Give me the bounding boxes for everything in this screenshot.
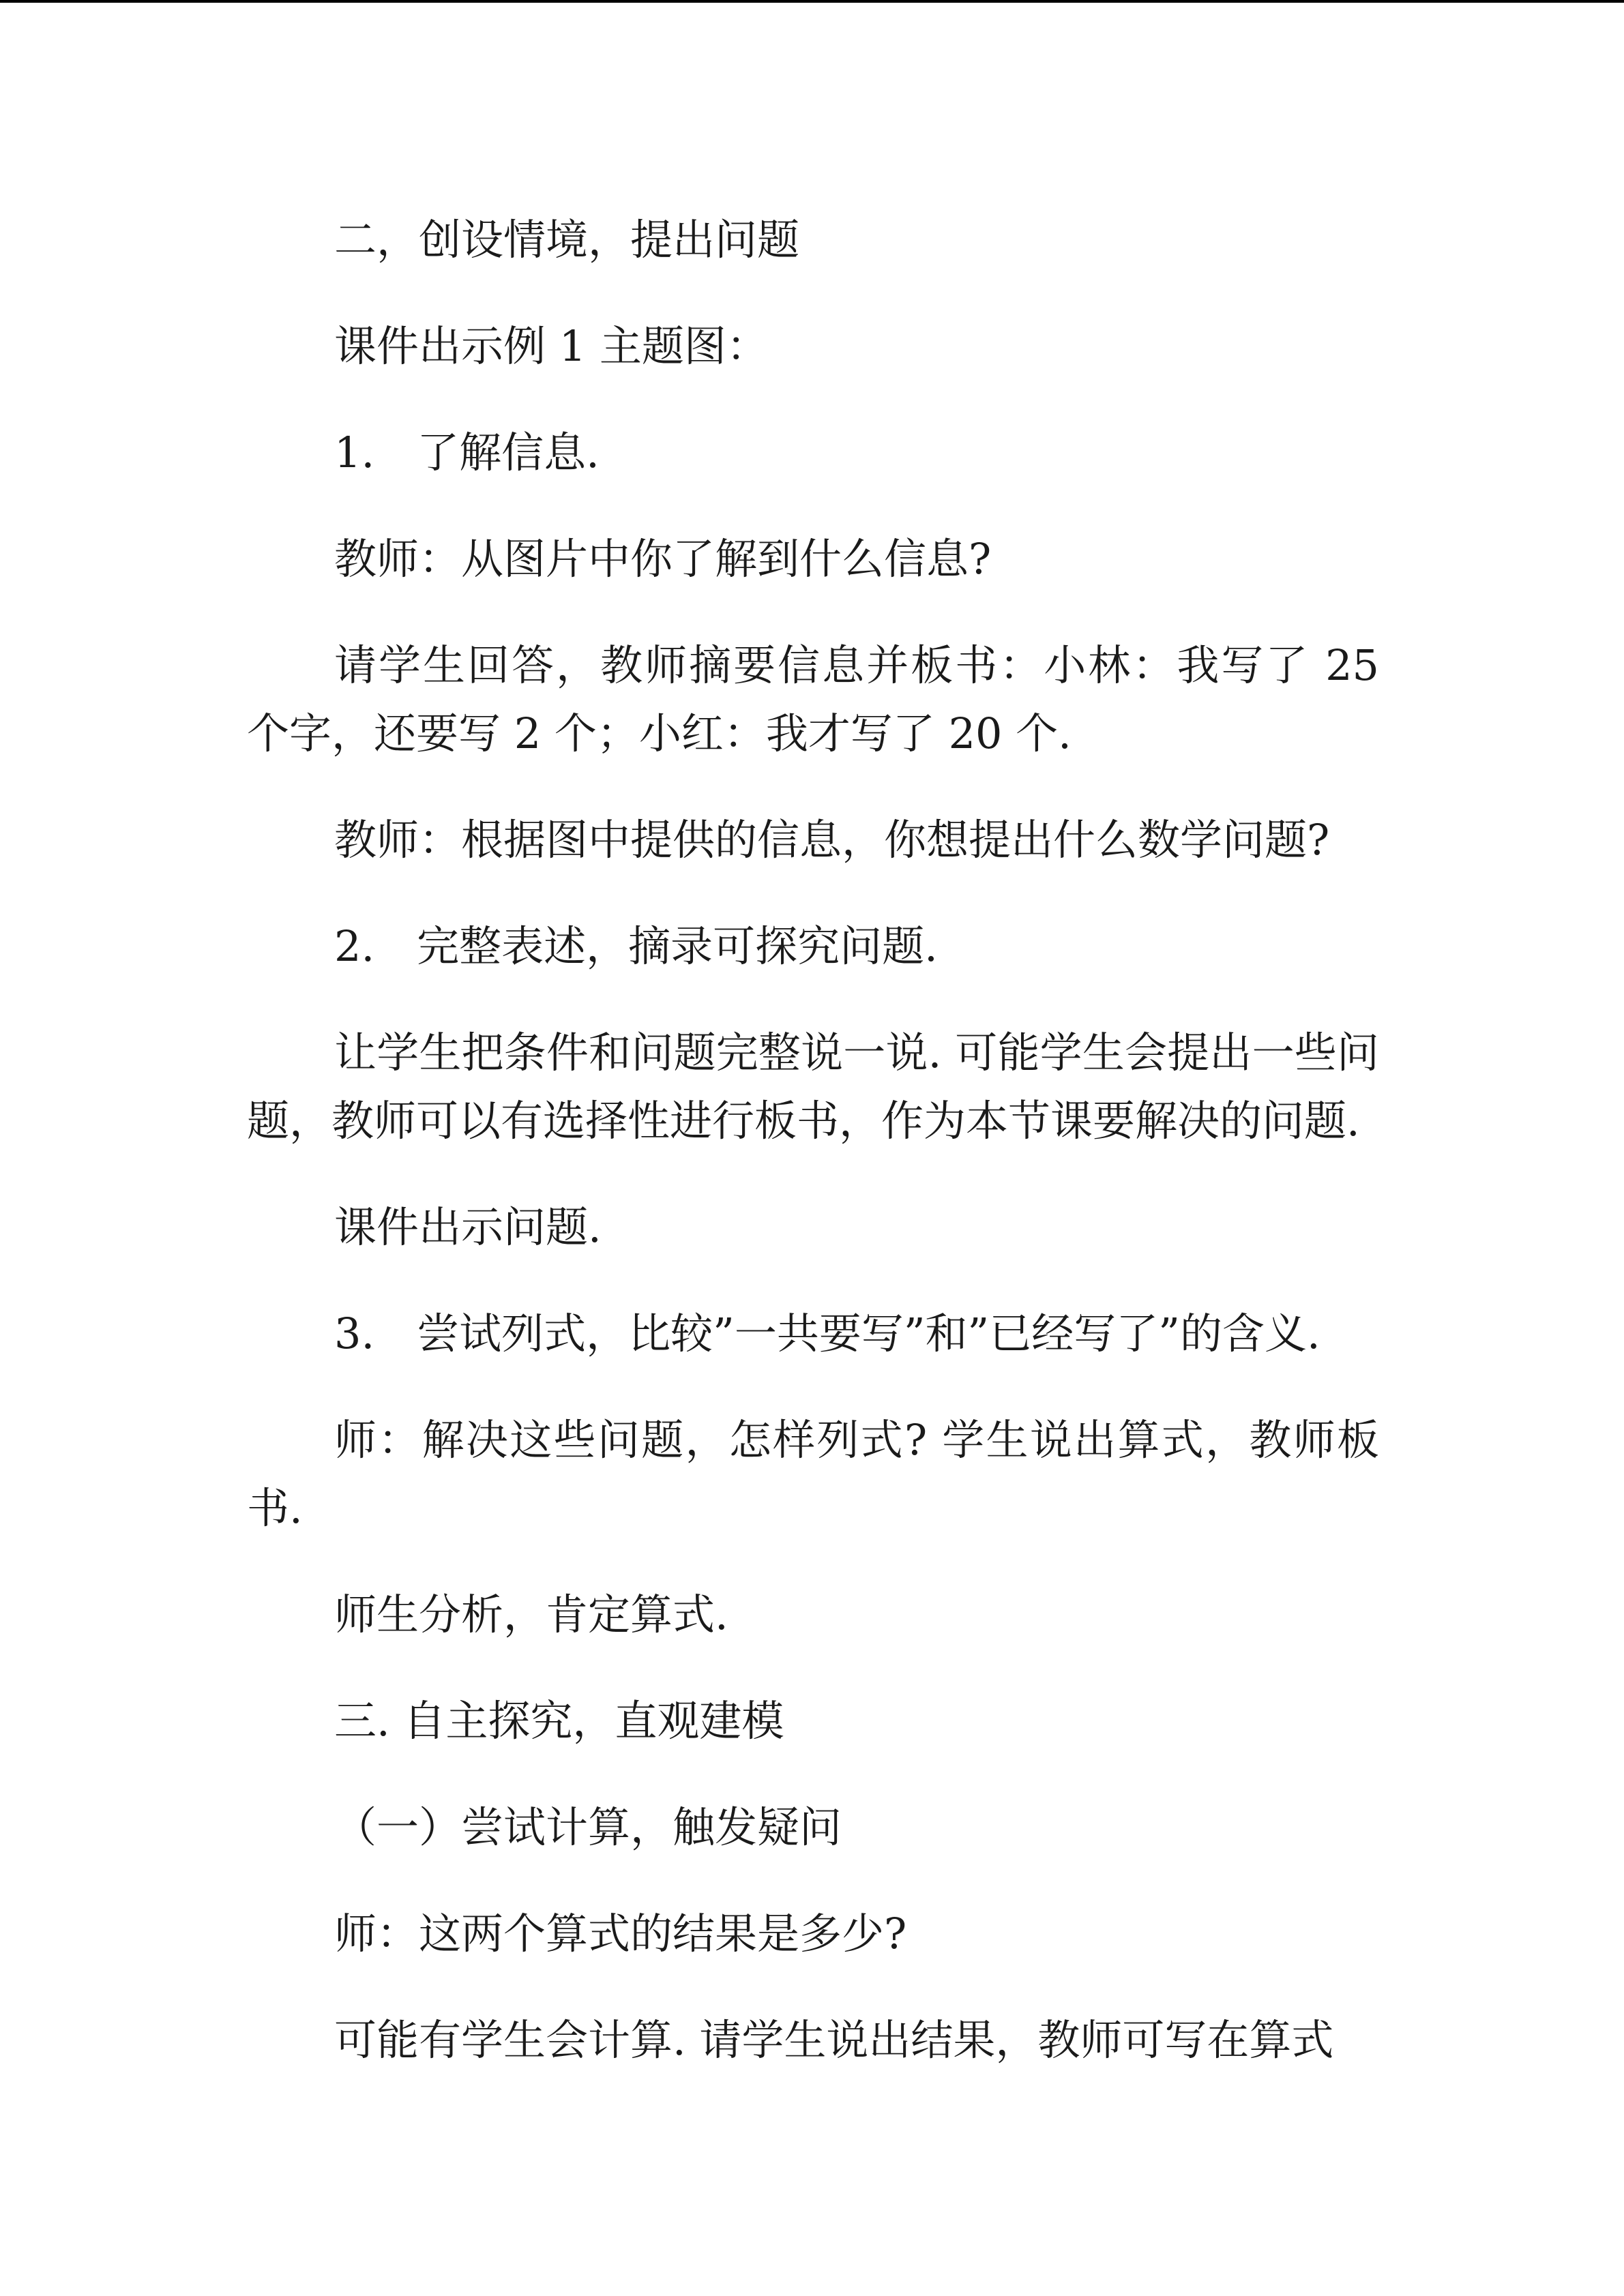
- paragraph: 师：解决这些问题，怎样列式? 学生说出算式，教师板书.: [247, 1415, 1379, 1533]
- paragraph: 师生分析，肯定算式.: [334, 1590, 728, 1639]
- paragraph: 请学生回答，教师摘要信息并板书：小林：我写了 25 个字，还要写 2 个；小红：我才写了 20 个.: [247, 640, 1379, 758]
- document-body: [247, 206, 1379, 2113]
- paragraph: 课件出示例 1 主题图：: [334, 321, 769, 371]
- paragraph: 可能有学生会计算. 请学生说出结果，教师可写在算式: [334, 2015, 1334, 2065]
- list-item-1: 1. 了解信息.: [334, 428, 600, 477]
- list-item-2: 2. 完整表述，摘录可探究问题.: [334, 921, 938, 971]
- page-top-border: [0, 0, 1624, 3]
- paragraph: 教师：根据图中提供的信息，你想提出什么数学问题?: [334, 815, 1330, 865]
- section-heading-3: 三. 自主探究，直观建模: [334, 1696, 784, 1746]
- section-heading-2: 二，创设情境，提出问题: [334, 215, 800, 265]
- paragraph: 教师：从图片中你了解到什么信息?: [334, 534, 992, 584]
- list-item-3: 3. 尝试列式，比较”一共要写”和”已经写了”的含义.: [334, 1309, 1320, 1358]
- paragraph: 让学生把条件和问题完整说一说. 可能学生会提出一些问题，教师可以有选择性进行板书，作为本节课要解决的问题.: [247, 1028, 1379, 1146]
- paragraph: 师：这两个算式的结果是多少?: [334, 1909, 907, 1958]
- subsection-heading: （一）尝试计算，触发疑问: [334, 1802, 842, 1852]
- paragraph: 课件出示问题.: [334, 1202, 602, 1252]
